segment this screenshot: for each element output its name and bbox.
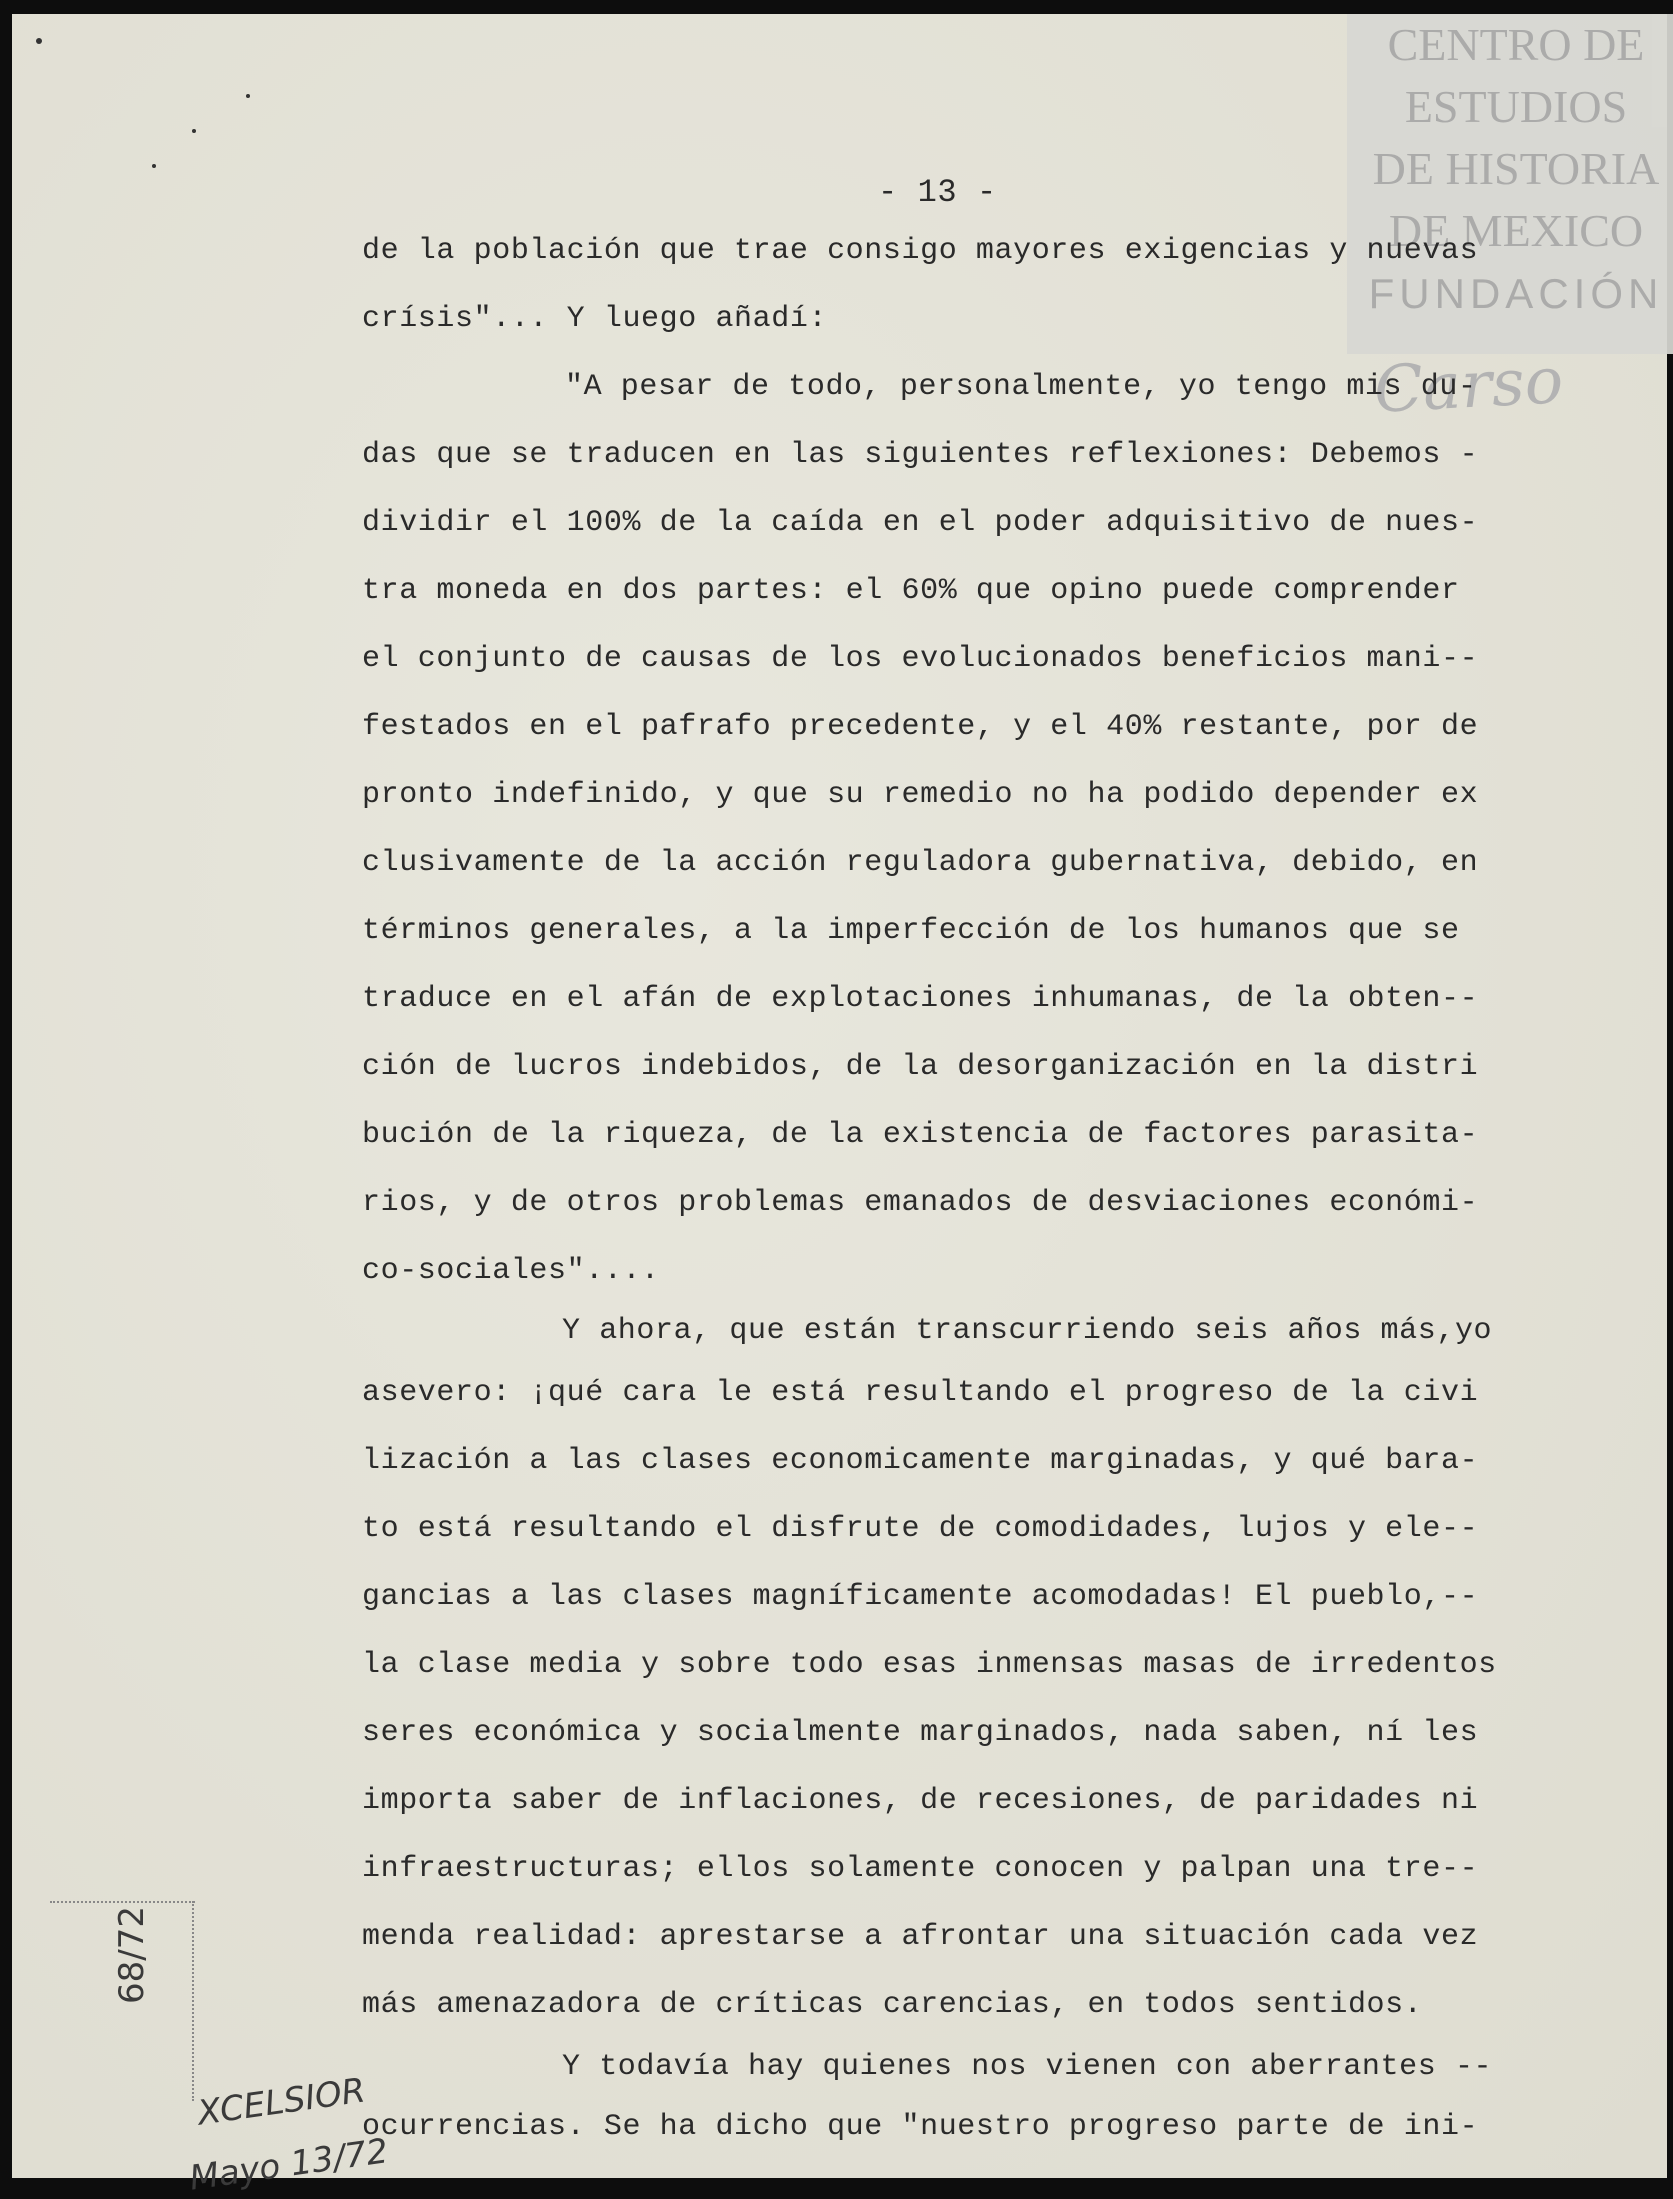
seal-line: ESTUDIOS (1404, 81, 1628, 132)
archive-seal-watermark (1347, 14, 1673, 354)
text-line: festados en el pafrafo precedente, y el 40% restante, por de (362, 710, 1479, 744)
text-line: dividir el 100% de la caída en el poder adquisitivo de nues- (362, 506, 1479, 540)
text-line: crísis"... Y luego añadí: (362, 302, 828, 336)
text-line: ción de lucros indebidos, de la desorganización en la distri (362, 1050, 1479, 1084)
text-line: el conjunto de causas de los evolucionados beneficios mani-- (362, 642, 1479, 676)
text-line: asevero: ¡qué cara le está resultando el progreso de la civi (362, 1376, 1479, 1410)
text-line: to está resultando el disfrute de comodidades, lujos y ele-- (362, 1512, 1479, 1546)
text-line: "A pesar de todo, personalmente, yo tengo mis du- (565, 370, 1477, 404)
text-line: rios, y de otros problemas emanados de desviaciones económi- (362, 1186, 1479, 1220)
text-line: Y ahora, que están transcurriendo seis años más,yo (562, 1314, 1493, 1348)
text-line: importa saber de inflaciones, de recesiones, de paridades ni (362, 1784, 1479, 1818)
ink-speck (36, 38, 42, 44)
text-line: más amenazadora de críticas carencias, en todos sentidos. (362, 1988, 1423, 2022)
source-note: XCELSIOR (195, 2070, 368, 2134)
text-line: de la población que trae consigo mayores exigencias y nuevas (362, 234, 1479, 268)
margin-divider (50, 1901, 195, 1903)
text-line: pronto indefinido, y que su remedio no ha podido depender ex (362, 778, 1479, 812)
text-line: términos generales, a la imperfección de los humanos que se (362, 914, 1460, 948)
source-date-note: Mayo 13/72 (187, 2131, 391, 2199)
text-line: co-sociales".... (362, 1254, 660, 1288)
text-line: das que se traducen en las siguientes reflexiones: Debemos - (362, 438, 1479, 472)
seal-line: FUNDACIÓN (1368, 270, 1664, 317)
seal-line: CENTRO DE (1387, 19, 1645, 70)
text-line: seres económica y socialmente marginados, nada saben, ní les (362, 1716, 1479, 1750)
text-line: lización a las clases economicamente marginadas, y qué bara- (362, 1444, 1479, 1478)
ink-speck (152, 164, 156, 168)
text-line: Y todavía hay quienes nos vienen con aberrantes -- (562, 2050, 1493, 2084)
text-line: tra moneda en dos partes: el 60% que opino puede comprender (362, 574, 1460, 608)
text-line: bución de la riqueza, de la existencia de factores parasita- (362, 1118, 1479, 1152)
ink-speck (192, 129, 196, 133)
text-line: infraestructuras; ellos solamente conocen y palpan una tre-- (362, 1852, 1479, 1886)
text-line: gancias a las clases magníficamente acomodadas! El pueblo,-- (362, 1580, 1479, 1614)
text-line: la clase media y sobre todo esas inmensas masas de irredentos (362, 1648, 1497, 1682)
text-line: menda realidad: aprestarse a afrontar una situación cada vez (362, 1920, 1479, 1954)
seal-line: DE HISTORIA (1372, 143, 1660, 194)
margin-divider (192, 1901, 194, 2101)
archive-number-note: 68/72 (112, 1906, 152, 2004)
text-line: ocurrencias. Se ha dicho que "nuestro progreso parte de ini- (362, 2110, 1479, 2144)
text-line: traduce en el afán de explotaciones inhumanas, de la obten-- (362, 982, 1479, 1016)
ink-speck (246, 94, 250, 98)
document-page (12, 14, 1667, 2199)
page-number: - 13 - (878, 174, 997, 211)
signature-mark: Carso (1372, 344, 1565, 428)
seal-line: DE MEXICO (1388, 205, 1644, 256)
text-line: clusivamente de la acción reguladora gubernativa, debido, en (362, 846, 1479, 880)
